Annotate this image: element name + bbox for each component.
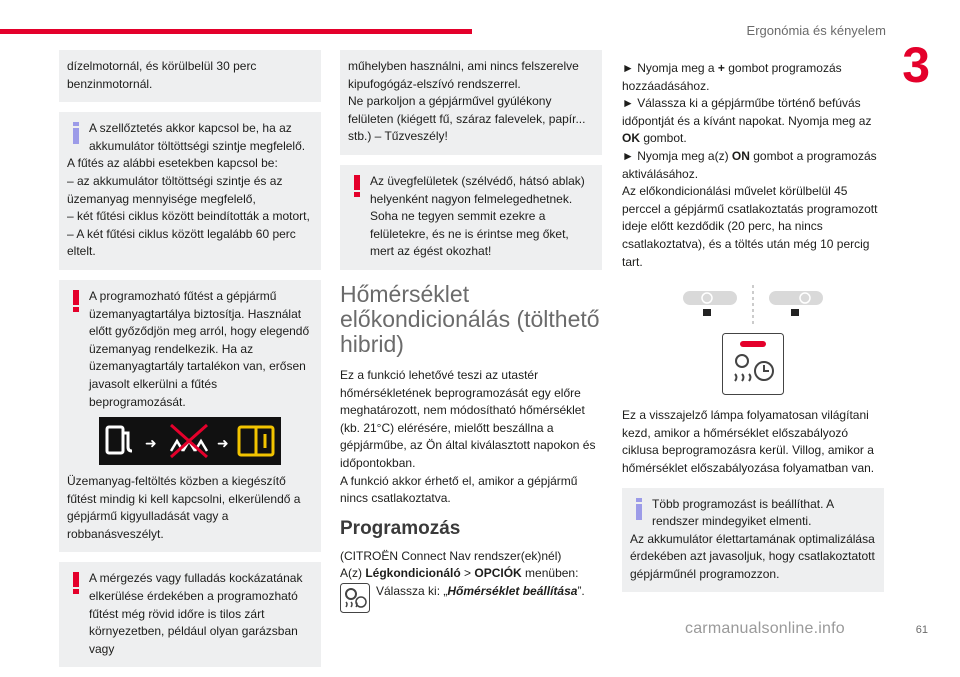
subheading: Programozás xyxy=(340,517,461,539)
warning-icon xyxy=(71,290,81,312)
column-1 xyxy=(59,50,321,677)
steering-buttons-illustration xyxy=(673,285,833,325)
section-heading: Hőmérséklet előkondicionálás (tölthető hibrid) xyxy=(340,280,600,357)
warning-box-fuel xyxy=(59,280,321,553)
intro-text: dízelmotornál, és körülbelül 30 perc benzinmotornál. xyxy=(67,59,257,91)
warning-lead-text: A programozható fűtést a gépjármű üzemanyagtartálya biztosítja. Használat előtt győződjön meg arról, hogy elegendő üzemanyag rendelkezik. Ha az üzemanyagtartály tartalékon van, erősen javasolt elkerülni a fűtés beprogramozását. xyxy=(89,288,310,409)
continued-box xyxy=(59,50,321,102)
warning-lead-text: A mérgezés vagy fulladás kockázatának elkerülése érdekében a programozható fűtést még rövid időre is tilos zárt környezetben, például olyan garázsban vagy xyxy=(89,571,303,656)
info-lead-text: Több programozást is beállíthat. A rendszer mindegyiket elmenti. xyxy=(652,496,834,529)
info-lead-text: A szellőztetés akkor kapcsol be, ha az akkumulátor töltöttségi szintje megfelelő. xyxy=(89,121,306,153)
info-item: – A két fűtési ciklus között legalább 60 perc eltelt. xyxy=(67,226,296,259)
select-row xyxy=(340,583,602,615)
paragraph: (CITROËN Connect Nav rendszer(ek)nél) xyxy=(340,548,562,563)
paragraph: Ez a visszajelző lámpa folyamatosan világítani kezd, amikor a hőmérséklet előszabályozó ciklusa beprogramozásra kerül. Villog, amikor a hőmérséklet előszabályozása folyamatban van. xyxy=(622,408,875,475)
indicator-lamp xyxy=(740,341,766,347)
info-body: Az akkumulátor élettartamának optimalizálása érdekében azt javasoljuk, hogy csatlakoztatott gépjárműnél programozzon. xyxy=(630,531,875,581)
warning-icon xyxy=(71,572,81,594)
select-instruction: Válassza ki: „Hőmérséklet beállítása”. xyxy=(376,583,585,598)
climate-clock-icon xyxy=(340,583,370,613)
programming-text xyxy=(340,548,602,615)
warning-text: Ne parkoljon a gépjárművel gyúlékony felületen (kiégett fű, száraz falevelek, papír... stb.) – Tűzveszély! xyxy=(348,94,586,144)
info-item: – az akkumulátor töltöttségi szintje és az üzemanyag mennyisége megfelelő, xyxy=(67,173,283,206)
paragraph: Az előkondicionálási művelet körülbelül 45 perccel a gépjármű csatlakoztatás programozott ideje előtt kezdődik (20 perc, ha nincs csatlakoztatva), és a töltés után még 10 percig tart. xyxy=(622,184,878,269)
indicator-description xyxy=(622,407,884,477)
arrow-icon: ➜ xyxy=(145,436,157,453)
menu-path: A(z) Légkondicionáló > OPCIÓK menüben: xyxy=(340,566,579,581)
warning-lead xyxy=(348,173,594,261)
info-icon xyxy=(634,498,644,520)
header-accent-bar xyxy=(0,29,472,34)
warning-text: műhelyben használni, ami nincs felszerelve kipufogógáz-elszívó rendszerrel. xyxy=(348,59,579,91)
page-number: 61 xyxy=(915,624,928,636)
info-box-heating xyxy=(59,112,321,270)
warning-lead xyxy=(67,288,313,411)
paragraph: A funkció akkor érhető el, amikor a gépjármű nincs csatlakoztatva. xyxy=(340,473,578,506)
paragraph: Ez a funkció lehetővé teszi az utastér hőmérsékletének beprogramozását egy előre meghatározott, nem módosítható hőmérséklet (kb. 21°C) elérésére, mielőtt beszállna a gépjárműbe, az Ön által kiválasztott napokon és időpontokban. xyxy=(340,367,596,470)
info-icon xyxy=(71,122,81,144)
preconditioning-indicator-icon xyxy=(722,333,784,395)
column-2 xyxy=(340,50,602,615)
warning-lead xyxy=(67,570,313,658)
info-box-programming xyxy=(622,488,884,593)
warning-after-text: Üzemanyag-feltöltés közben a kiegészítő fűtést mindig ki kell kapcsolni, elkerülendő a gépjármű kigyulladását vagy a robbanásveszélyt. xyxy=(67,474,301,541)
warning-box-glass xyxy=(340,165,602,270)
info-body: A fűtés az alábbi esetekben kapcsol be: xyxy=(67,156,278,171)
warning-icon xyxy=(352,175,362,197)
info-lead xyxy=(630,496,876,531)
column-3 xyxy=(622,50,884,602)
warning-lead-text: Az üvegfelületek (szélvédő, hátsó ablak) helyenként nagyon felmelegedhetnek. Soha ne tegyen semmit ezekre a felületekre, és ne is érintse meg őket, mert az égést okozhat! xyxy=(370,173,585,259)
fuel-heating-pictogram xyxy=(99,417,281,465)
section-title: Ergonómia és kényelem xyxy=(746,23,886,38)
steps xyxy=(622,60,884,271)
warning-box-continued xyxy=(340,50,602,155)
step: ► Nyomja meg a + gombot programozás hozzáadásához. xyxy=(622,61,842,93)
info-lead xyxy=(67,120,313,155)
chapter-number: 3 xyxy=(902,37,930,93)
step: ► Nyomja meg a(z) ON gombot a programozás aktiválásához. xyxy=(622,148,877,181)
arrow-icon: ➜ xyxy=(217,436,229,453)
info-item: – két fűtési ciklus között beindították a motort, xyxy=(67,209,310,224)
section-body xyxy=(340,367,602,508)
warning-box-poisoning xyxy=(59,562,321,667)
step: ► Válassza ki a gépjárműbe történő befúvás időpontját és a kívánt napokat. Nyomja meg az OK gombot. xyxy=(622,96,872,146)
watermark: carmanualsonline.info xyxy=(685,620,845,637)
